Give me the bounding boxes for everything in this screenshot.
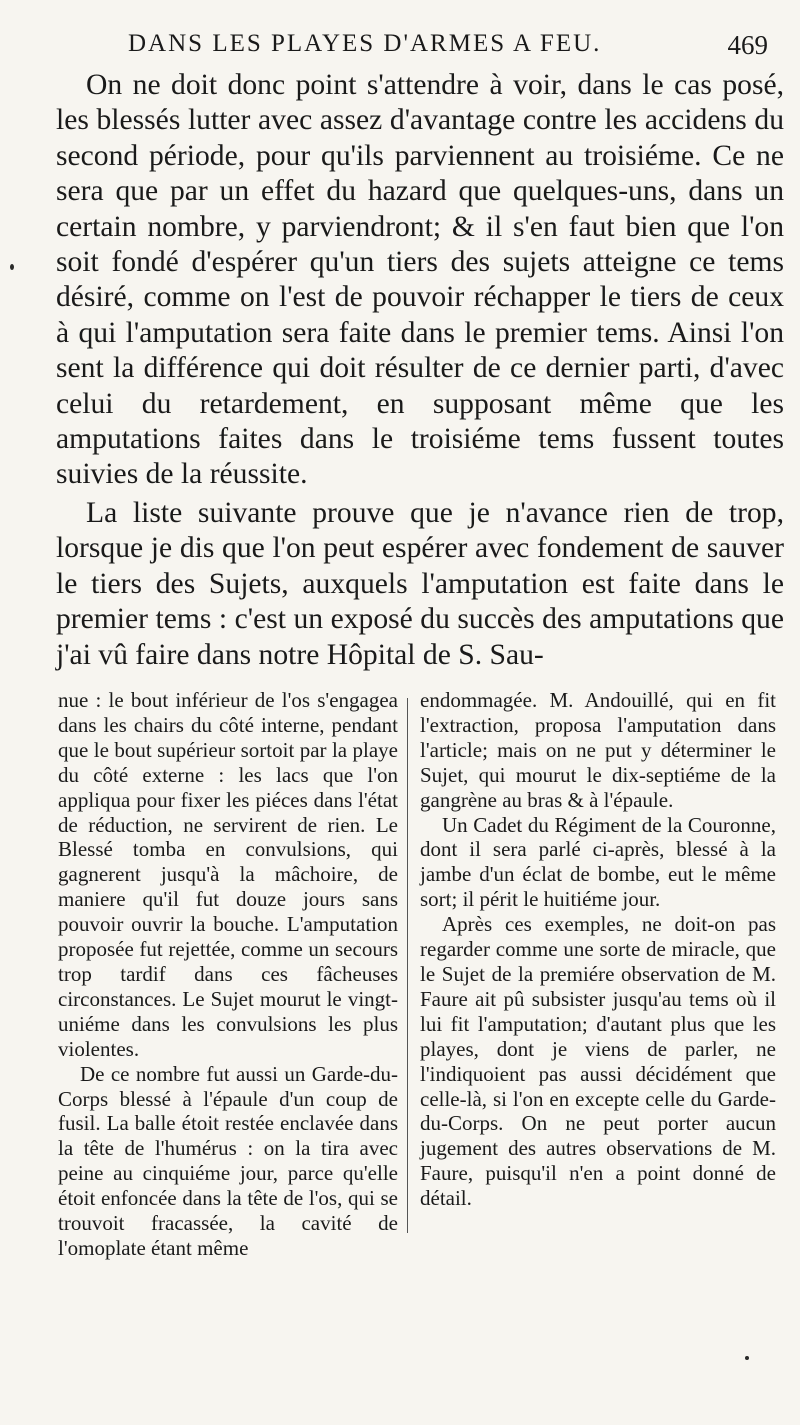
main-paragraph-1: On ne doit donc point s'attendre à voir, dans le cas posé, les blessés lutter avec assez d'avantage contre les accidens du second période, pour qu'ils parviennent au troisiéme. Ce ne sera que par un effet du hazard que quelques-uns, dans un certain nombre, y parviendront; & il s'en faut bien que l'on soit fondé d'espérer qu'un tiers des sujets atteigne ce tems désiré, comme on l'est de pouvoir réchapper le tiers de ceux à qui l'amputation sera faite dans le premier tems. Ainsi l'on sent la différence qui doit résulter de ce dernier parti, d'avec celui du retardement, en supposant même que les amputations faites dans le troisiéme tems fussent toutes suivies de la réussite. [56,69,784,491]
page-number: 469 [727,30,768,60]
column-divider [407,698,408,1233]
left-column [58,688,398,1261]
right-column [420,688,776,1211]
running-title: DANS LES PLAYES D'ARMES A FEU. [128,30,602,57]
page-header [128,30,768,64]
main-text-block [56,68,784,673]
right-paragraph-1: endommagée. M. Andouillé, qui en fit l'extraction, proposa l'amputation dans l'article; mais on ne put y déterminer le Sujet, qui mourut le dix-septiéme de la gangrène au bras & à l'épaule. [420,688,776,812]
right-paragraph-3: Après ces exemples, ne doit-on pas regarder comme une sorte de miracle, que le Sujet de la premiére observation de M. Faure ait pû subsister jusqu'au tems où il lui fit l'amputation; d'autant plus que les playes, dont je viens de parler, ne l'indiquoient pas aussi décidément que celle-là, si l'on en excepte celle du Garde-du-Corps. On ne peut porter aucun jugement des autres observations de M. Faure, puisqu'il n'en a point donné de détail. [420,912,776,1211]
right-paragraph-2: Un Cadet du Régiment de la Couronne, dont il sera parlé ci-après, blessé à la jambe d'un éclat de bombe, eut le même sort; il périt le huitiéme jour. [420,812,776,912]
ink-speck [745,1356,749,1360]
left-paragraph-2: De ce nombre fut aussi un Garde-du-Corps blessé à l'épaule d'un coup de fusil. La balle étoit restée enclavée dans la tête de l'humérus : on la tira avec peine au cinquiéme jour, parce qu'elle étoit enfoncée dans la tête de l'os, qui se trouvoit fracassée, la cavité de l'omoplate étant même [58,1061,398,1260]
footnote-columns [58,688,788,1260]
main-paragraph-2: La liste suivante prouve que je n'avance rien de trop, lorsque je dis que l'on peut espérer avec fondement de sauver le tiers des Sujets, auxquels l'amputation est faite dans le premier tems : c'est un exposé du succès des amputations que j'ai vû faire dans notre Hôpital de S. Sau- [56,496,784,671]
ink-speck [10,264,14,270]
left-paragraph-1: nue : le bout inférieur de l'os s'engagea dans les chairs du côté interne, pendant que le bout supérieur sortoit par la playe du côté externe : les lacs que l'on appliqua pour fixer les piéces dans l'état de réduction, ne servirent de rien. Le Blessé tomba en convulsions, qui gagnerent jusqu'à la mâchoire, de maniere qu'il fut douze jours sans pouvoir ouvrir la bouche. L'amputation proposée fut rejettée, comme un secours trop tardif dans ces fâcheuses circonstances. Le Sujet mourut le vingt-uniéme dans les convulsions les plus violentes. [58,688,398,1061]
